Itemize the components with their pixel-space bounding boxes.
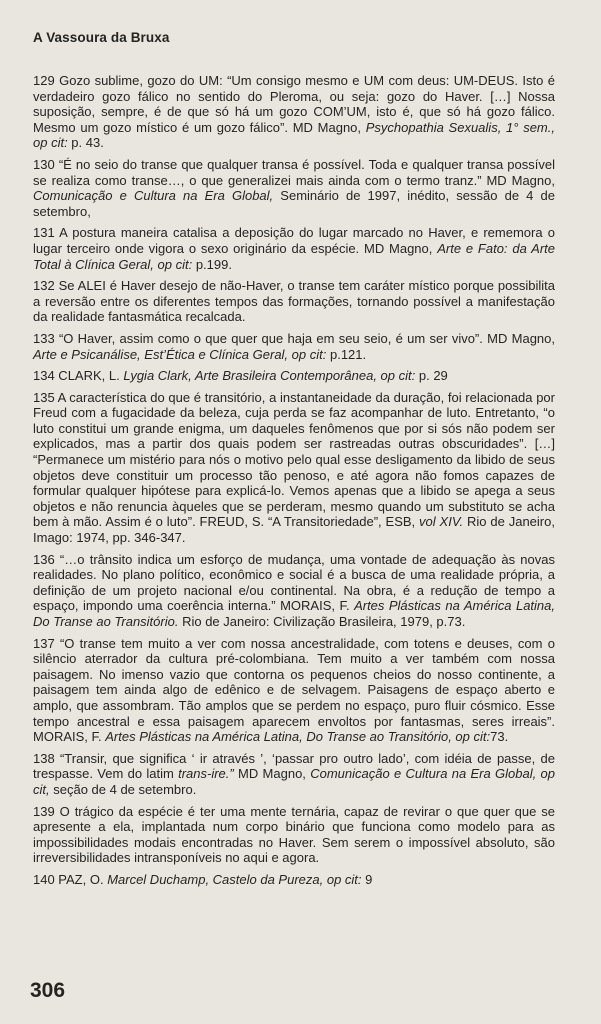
endnote xyxy=(33,390,555,546)
endnote-text: Rio de Janeiro, Imago: 1974, pp. 346-347. xyxy=(33,514,555,546)
endnote-text: MD Magno, xyxy=(233,766,311,782)
endnote xyxy=(33,278,555,325)
endnote-text: 130 “É no seio do transe que qualquer transa é possível. Toda e qualquer transa possível se realiza como transe…, o que generalizei mais ainda com o termo tranz.” MD Magno, xyxy=(33,156,555,188)
endnote-text: 134 CLARK, L. xyxy=(33,368,124,384)
endnote-text: 140 PAZ, O. xyxy=(33,871,108,887)
endnotes-list xyxy=(33,73,555,894)
endnote xyxy=(33,552,555,630)
endnote-text: p. 29 xyxy=(415,368,448,384)
endnote-text: 137 “O transe tem muito a ver com nossa ancestralidade, com totens e deuses, com o silêncio aterrador da cultura pré-colombiana. Tem muito a ver também com nossa paisagem. No imenso vazio que contorna os pequenos cheios do nosso continente, a paisagem tem ainda algo de edênico e de selvagem. Paisagens de espaço aberto e amplo, que assombram. Tão amplos que se perdem no espaço, puro fluir cósmico. Esse tempo ancestral e essa paisagem aparecem envoltos por fantasmas, seres irreais”. MORAIS, F. xyxy=(33,635,555,745)
endnote-text: 73. xyxy=(490,729,509,745)
endnote xyxy=(33,872,555,888)
endnote-italic-text: Comunicação e Cultura na Era Global, op cit, xyxy=(33,766,555,797)
endnote xyxy=(33,73,555,151)
endnote-text: 132 Se ALEI é Haver desejo de não-Haver, o transe tem caráter místico porque possibilita a reversão entre os diferentes tempos das formações, tornando possível a manifestação da realidade fantasmática recalcada. xyxy=(33,278,555,325)
endnote-text: 139 O trágico da espécie é ter uma mente ternária, capaz de revirar o que quer que se apresente a ela, implantada num corpo binário que funciona como modelo para as impossibilidades modais encontradas no Haver. Sem serem o impossível absoluto, são irreversibilidades intransponíveis no aqui e agora. xyxy=(33,803,555,866)
endnote-text: 136 “…o trânsito indica um esforço de mudança, uma vontade de adequação às novas realidades. No plano político, econômico e social é a busca de uma realidade própria, a definição de um projeto nacional e/ou continental. Na obra, é a redução de tempo a espaço, impondo uma coerência interna.” MORAIS, F. xyxy=(33,551,555,614)
endnote-italic-text: Marcel Duchamp, Castelo da Pureza, op cit: xyxy=(107,871,362,887)
endnote-text: 9 xyxy=(361,871,373,887)
endnote-text: 129 Gozo sublime, gozo do UM: “Um consigo mesmo e UM com deus: UM-DEUS. Isto é verdadeiro gozo fálico no sentido do Pleroma, ou seja: gozo do Haver. […] Nossa suposição, sempre, é de que só há um gozo COM’UM, isto é, que só há gozo fálico. Mesmo um gozo místico é um gozo fálico”. MD Magno, xyxy=(33,73,555,135)
page-number: 306 xyxy=(30,979,66,1002)
endnote xyxy=(33,157,555,219)
endnote xyxy=(33,368,555,384)
endnote-text: 138 “Transir, que significa ‘ ir através ’, ‘passar pro outro lado’, com idéia de passe, de trespasse. Vem do latim xyxy=(33,750,555,782)
endnote-italic-text: trans-ire.” xyxy=(178,766,234,782)
endnote-italic-text: Arte e Psicanálise, Est’Ética e Clínica Geral, op cit: xyxy=(33,346,327,362)
endnote-italic-text: Artes Plásticas na América Latina, Do Transe ao Transitório. xyxy=(33,598,555,629)
endnote-text: p.121. xyxy=(326,346,367,362)
endnote xyxy=(33,751,555,798)
endnote xyxy=(33,804,555,866)
endnote-italic-text: Lygia Clark, Arte Brasileira Contemporânea, op cit: xyxy=(123,368,416,384)
running-header: A Vassoura da Bruxa xyxy=(33,30,170,45)
endnote-italic-text: Comunicação e Cultura na Era Global, xyxy=(33,188,274,204)
endnote xyxy=(33,225,555,272)
endnote xyxy=(33,331,555,362)
endnote-text: 133 “O Haver, assim como o que quer que haja em seu seio, é um ser vivo”. MD Magno, xyxy=(33,330,555,346)
endnote-text: Rio de Janeiro: Civilização Brasileira, 1979, p.73. xyxy=(178,614,466,629)
endnote-italic-text: Arte e Fato: da Arte Total à Clínica Geral, op cit: xyxy=(33,240,555,272)
endnote-italic-text: Artes Plásticas na América Latina, Do Transe ao Transitório, op cit: xyxy=(105,729,491,745)
endnote-text: Seminário de 1997, inédito, sessão de 4 de setembro, xyxy=(33,188,556,219)
endnote-text: 135 A característica do que é transitório, a instantaneidade da duração, foi relacionada por Freud com a fugacidade da beleza, cuja perda se faz acompanhar de luto. Entretanto, “o luto constitui um grande enigma, um daqueles fenômenos que por si sós não podem ser explicados, mas a partir dos quais podem ser rastreadas outras obscuridades”. […] “Permanece um mistério para nós o motivo pelo qual esse desligamento da libido de seus objetos deve constituir um processo tão penoso, e até agora não fomos capazes de formular qualquer hipótese para explicá-lo. Vemos apenas que a libido se apega a seus objetos e não renuncia àqueles que se perderam, mesmo quando um substituto se acha bem à mão. Assim é o luto”. FREUD, S. “A Transitoriedade”, ESB, xyxy=(33,389,555,530)
endnote-italic-text: vol XIV. xyxy=(419,514,464,530)
endnote-text: p.199. xyxy=(192,256,232,272)
endnote-text: seção de 4 de setembro. xyxy=(49,781,197,797)
endnote-italic-text: Psychopathia Sexualis, 1° sem., op cit: xyxy=(33,119,555,151)
endnote-text: p. 43. xyxy=(67,135,104,151)
endnote xyxy=(33,636,555,745)
endnote-text: 131 A postura maneira catalisa a deposição do lugar marcado no Haver, e rememora o lugar terceiro onde vigora o sexo originário da espécie. MD Magno, xyxy=(33,225,555,256)
